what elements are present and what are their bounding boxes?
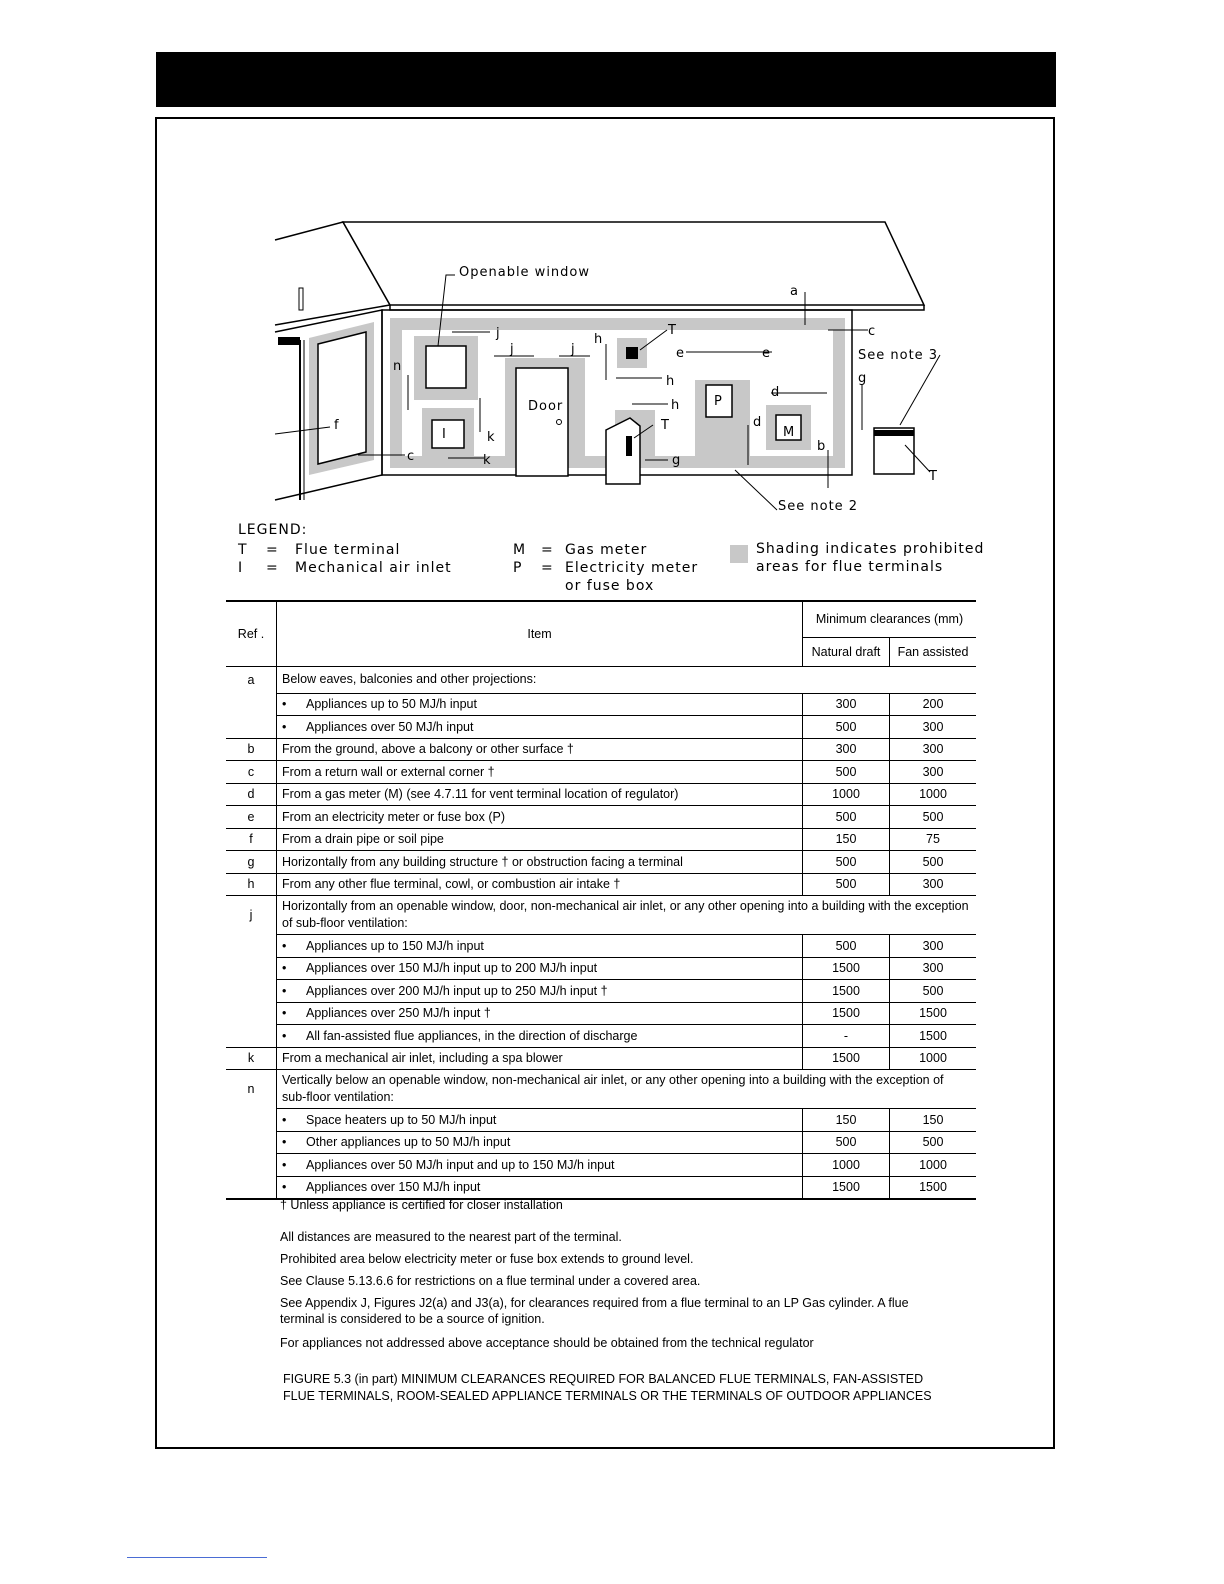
label-k-1: k xyxy=(487,430,496,445)
mechanical-inlet xyxy=(432,420,464,448)
row-natural-draft: 1500 xyxy=(803,1002,890,1025)
label-openable-window: Openable window xyxy=(459,265,591,280)
row-item-text: From a mechanical air inlet, including a spa blower xyxy=(282,1051,563,1066)
legend-eq-M: = xyxy=(541,542,554,558)
row-ref xyxy=(226,1109,277,1132)
row-natural-draft: 500 xyxy=(803,761,890,784)
row-fan-assisted: 200 xyxy=(890,693,977,716)
row-natural-draft: 1000 xyxy=(803,1154,890,1177)
row-item-text: Appliances over 250 MJ/h input † xyxy=(306,1006,491,1021)
note-3: See Clause 5.13.6.6 for restrictions on a flue terminal under a covered area. xyxy=(280,1274,701,1288)
row-ref: e xyxy=(226,806,277,829)
table-row xyxy=(226,761,976,784)
row-item xyxy=(277,1047,803,1070)
row-natural-draft: 1000 xyxy=(803,783,890,806)
table-row xyxy=(226,716,976,739)
label-h-1: h xyxy=(594,332,604,347)
row-fan-assisted: 1500 xyxy=(890,1176,977,1199)
legend-key-M: M xyxy=(513,542,527,558)
table-row xyxy=(226,957,976,980)
bullet-icon: • xyxy=(282,1135,287,1150)
label-see-note-2: See note 2 xyxy=(778,499,859,514)
label-T-top: T xyxy=(668,323,677,338)
row-item-text: From a return wall or external corner † xyxy=(282,764,495,779)
bullet-icon: • xyxy=(282,1157,287,1172)
footer-rule xyxy=(127,1557,267,1558)
row-natural-draft: 500 xyxy=(803,1131,890,1154)
row-fan-assisted: 500 xyxy=(890,851,977,874)
legend-shading-2: areas for flue terminals xyxy=(756,559,944,575)
row-ref xyxy=(226,1154,277,1177)
openable-window xyxy=(426,346,466,388)
row-item xyxy=(277,873,803,896)
row-item xyxy=(277,783,803,806)
row-ref xyxy=(226,693,277,716)
table-row xyxy=(226,896,976,935)
label-M: M xyxy=(783,425,796,440)
row-fan-assisted: 1000 xyxy=(890,1154,977,1177)
label-P: P xyxy=(714,394,723,409)
row-natural-draft: 1500 xyxy=(803,957,890,980)
label-T-side: T xyxy=(661,418,670,433)
row-natural-draft: 500 xyxy=(803,806,890,829)
legend-key-I: I xyxy=(238,560,244,576)
row-fan-assisted: 300 xyxy=(890,957,977,980)
row-item xyxy=(277,851,803,874)
table-row xyxy=(226,851,976,874)
bullet-icon: • xyxy=(282,697,287,712)
figure-caption: FIGURE 5.3 (in part) MINIMUM CLEARANCES REQUIRED FOR BALANCED FLUE TERMINALS, FAN-ASSISTED FLUE TERMINALS, ROOM-SEALED APPLIANCE TERMINALS OR THE TERMINALS OF OUTDOOR APPLIANCES xyxy=(283,1372,932,1403)
row-natural-draft: 500 xyxy=(803,873,890,896)
header-natural: Natural draft xyxy=(803,637,890,666)
row-ref xyxy=(226,957,277,980)
row-ref: c xyxy=(226,761,277,784)
note-2: Prohibited area below electricity meter or fuse box extends to ground level. xyxy=(280,1252,694,1266)
row-item-text: Appliances over 150 MJ/h input xyxy=(306,1180,481,1195)
flue-terminal-top xyxy=(626,347,638,359)
table-row xyxy=(226,1131,976,1154)
row-fan-assisted: 1000 xyxy=(890,783,977,806)
row-item xyxy=(277,1154,803,1177)
shading-swatch xyxy=(730,545,748,563)
table-row xyxy=(226,1154,976,1177)
row-fan-assisted: 1500 xyxy=(890,1002,977,1025)
legend-eq-T: = xyxy=(266,542,279,558)
row-ref xyxy=(226,716,277,739)
row-fan-assisted: 500 xyxy=(890,806,977,829)
bullet-icon: • xyxy=(282,1028,287,1043)
row-natural-draft: 150 xyxy=(803,1109,890,1132)
row-item xyxy=(277,957,803,980)
label-j-3: j xyxy=(571,342,576,357)
label-h-2: h xyxy=(666,374,676,389)
label-d-side: d xyxy=(753,415,763,430)
bullet-icon: • xyxy=(282,719,287,734)
row-item-text: Below eaves, balconies and other projections: xyxy=(282,672,537,687)
row-ref xyxy=(226,1002,277,1025)
label-j-1: j xyxy=(496,326,501,341)
row-item-text: From the ground, above a balcony or other surface † xyxy=(282,742,574,757)
label-g-bottom: g xyxy=(672,453,682,468)
label-c-right: c xyxy=(868,324,877,339)
label-d-top: d xyxy=(771,385,781,400)
note-4: See Appendix J, Figures J2(a) and J3(a), for clearances required from a flue terminal to an LP Gas cylinder. A flue terminal is considered to be a source of ignition. xyxy=(280,1296,909,1326)
row-natural-draft: 300 xyxy=(803,738,890,761)
label-e-left: e xyxy=(676,346,685,361)
note-dagger: † Unless appliance is certified for closer installation xyxy=(280,1198,563,1212)
row-ref: f xyxy=(226,828,277,851)
row-item xyxy=(277,693,803,716)
row-item xyxy=(277,1109,803,1132)
row-item xyxy=(277,667,977,694)
row-item-text: Appliances over 200 MJ/h input up to 250 MJ/h input † xyxy=(306,983,608,998)
label-see-note-3: See note 3 xyxy=(858,348,939,363)
legend-shading: Shading indicates prohibited xyxy=(756,541,985,557)
gutter xyxy=(278,337,300,345)
row-item xyxy=(277,896,977,935)
legend-desc-M: Gas meter xyxy=(565,542,648,558)
row-item-text: All fan-assisted flue appliances, in the direction of discharge xyxy=(306,1028,638,1043)
row-fan-assisted: 300 xyxy=(890,738,977,761)
clearance-table xyxy=(226,600,976,1200)
table-row xyxy=(226,738,976,761)
label-c-left: c xyxy=(407,449,416,464)
row-item-text: Appliances over 50 MJ/h input xyxy=(306,719,474,734)
table-row xyxy=(226,1176,976,1199)
row-item-text: Appliances up to 150 MJ/h input xyxy=(306,938,484,953)
row-item-text: Horizontally from an openable window, door, non-mechanical air inlet, or any other opening into a building with the exception of sub-floor ventilation: xyxy=(282,899,969,930)
row-natural-draft: 500 xyxy=(803,851,890,874)
header-min-clearances: Minimum clearances (mm) xyxy=(803,601,977,637)
prohibited-shading xyxy=(309,318,845,475)
label-k-2: k xyxy=(483,453,492,468)
legend-desc-P-2: or fuse box xyxy=(565,578,655,594)
legend-eq-P: = xyxy=(541,560,554,576)
legend-key-T: T xyxy=(238,542,248,558)
row-ref: j xyxy=(226,896,277,935)
header-fan: Fan assisted xyxy=(890,637,977,666)
row-natural-draft: 1500 xyxy=(803,980,890,1003)
label-b: b xyxy=(817,439,827,454)
row-item-text: From an electricity meter or fuse box (P) xyxy=(282,809,505,824)
flue-terminal-side xyxy=(626,436,632,456)
row-item xyxy=(277,1070,977,1109)
row-ref: k xyxy=(226,1047,277,1070)
table-row xyxy=(226,873,976,896)
row-item xyxy=(277,980,803,1003)
row-ref: g xyxy=(226,851,277,874)
legend-desc-T: Flue terminal xyxy=(295,542,401,558)
table-row xyxy=(226,935,976,958)
row-ref xyxy=(226,1176,277,1199)
row-item-text: Space heaters up to 50 MJ/h input xyxy=(306,1112,497,1127)
row-ref xyxy=(226,980,277,1003)
row-fan-assisted: 75 xyxy=(890,828,977,851)
label-j-2: j xyxy=(510,342,515,357)
door xyxy=(516,368,568,476)
row-item xyxy=(277,935,803,958)
roof-main xyxy=(343,222,924,305)
row-natural-draft: 300 xyxy=(803,693,890,716)
row-fan-assisted: 1000 xyxy=(890,1047,977,1070)
table-row xyxy=(226,828,976,851)
row-item xyxy=(277,806,803,829)
row-fan-assisted: 1500 xyxy=(890,1025,977,1048)
appliance-box xyxy=(606,418,640,484)
bullet-icon: • xyxy=(282,983,287,998)
bullet-icon: • xyxy=(282,1006,287,1021)
row-ref: n xyxy=(226,1070,277,1109)
row-ref: a xyxy=(226,667,277,694)
label-f: f xyxy=(334,418,340,433)
note-1: All distances are measured to the nearest part of the terminal. xyxy=(280,1230,622,1244)
bullet-icon: • xyxy=(282,1180,287,1195)
row-natural-draft: 500 xyxy=(803,716,890,739)
label-I: I xyxy=(442,427,447,442)
row-item-text: Appliances over 150 MJ/h input up to 200 MJ/h input xyxy=(306,961,598,976)
row-fan-assisted: 300 xyxy=(890,873,977,896)
row-item-text: Vertically below an openable window, non-mechanical air inlet, or any other opening into a building with the exception of sub-floor ventilation: xyxy=(282,1073,944,1104)
label-a: a xyxy=(790,284,799,299)
label-e-right: e xyxy=(762,346,771,361)
row-fan-assisted: 300 xyxy=(890,761,977,784)
table-row xyxy=(226,806,976,829)
label-h-3: h xyxy=(671,398,681,413)
row-item-text: Appliances up to 50 MJ/h input xyxy=(306,697,477,712)
outdoor-terminal xyxy=(874,430,914,436)
row-item-text: Horizontally from any building structure † or obstruction facing a terminal xyxy=(282,854,683,869)
legend-eq-I: = xyxy=(266,560,279,576)
legend-desc-I: Mechanical air inlet xyxy=(295,560,452,576)
row-item xyxy=(277,716,803,739)
row-ref: h xyxy=(226,873,277,896)
bullet-icon: • xyxy=(282,938,287,953)
table-row xyxy=(226,1047,976,1070)
table-row xyxy=(226,980,976,1003)
row-fan-assisted: 300 xyxy=(890,935,977,958)
row-fan-assisted: 500 xyxy=(890,1131,977,1154)
row-item-text: Other appliances up to 50 MJ/h input xyxy=(306,1135,511,1150)
row-natural-draft: 150 xyxy=(803,828,890,851)
row-ref: b xyxy=(226,738,277,761)
label-g-right: g xyxy=(858,371,868,386)
row-item xyxy=(277,761,803,784)
row-item xyxy=(277,1025,803,1048)
bullet-icon: • xyxy=(282,961,287,976)
table-row xyxy=(226,1025,976,1048)
row-natural-draft: 500 xyxy=(803,935,890,958)
note-5: For appliances not addressed above acceptance should be obtained from the technical regulator xyxy=(280,1336,814,1350)
row-fan-assisted: 500 xyxy=(890,980,977,1003)
legend-desc-P: Electricity meter xyxy=(565,560,699,576)
table-row xyxy=(226,1002,976,1025)
row-natural-draft: - xyxy=(803,1025,890,1048)
table-row xyxy=(226,667,976,694)
row-ref xyxy=(226,1025,277,1048)
row-item-text: Appliances over 50 MJ/h input and up to 150 MJ/h input xyxy=(306,1157,615,1172)
row-item xyxy=(277,828,803,851)
bullet-icon: • xyxy=(282,1112,287,1127)
row-item-text: From a drain pipe or soil pipe xyxy=(282,832,444,847)
legend-key-P: P xyxy=(513,560,523,576)
row-fan-assisted: 300 xyxy=(890,716,977,739)
row-natural-draft: 1500 xyxy=(803,1176,890,1199)
table-row xyxy=(226,693,976,716)
row-item xyxy=(277,738,803,761)
row-item-text: From a gas meter (M) (see 4.7.11 for vent terminal location of regulator) xyxy=(282,787,679,802)
table-row xyxy=(226,1070,976,1109)
row-ref xyxy=(226,935,277,958)
header-item: Item xyxy=(277,601,803,667)
row-item-text: From any other flue terminal, cowl, or combustion air intake † xyxy=(282,877,621,892)
label-door: Door xyxy=(528,399,564,414)
row-ref xyxy=(226,1131,277,1154)
row-item xyxy=(277,1176,803,1199)
row-ref: d xyxy=(226,783,277,806)
header-ref: Ref . xyxy=(226,601,277,667)
label-T-outdoor: T xyxy=(929,469,938,484)
legend-title: LEGEND: xyxy=(238,522,308,538)
row-fan-assisted: 150 xyxy=(890,1109,977,1132)
table-row xyxy=(226,1109,976,1132)
row-item xyxy=(277,1002,803,1025)
row-item xyxy=(277,1131,803,1154)
label-n: n xyxy=(393,359,403,374)
clearance-diagram xyxy=(0,0,1224,600)
row-natural-draft: 1500 xyxy=(803,1047,890,1070)
table-row xyxy=(226,783,976,806)
